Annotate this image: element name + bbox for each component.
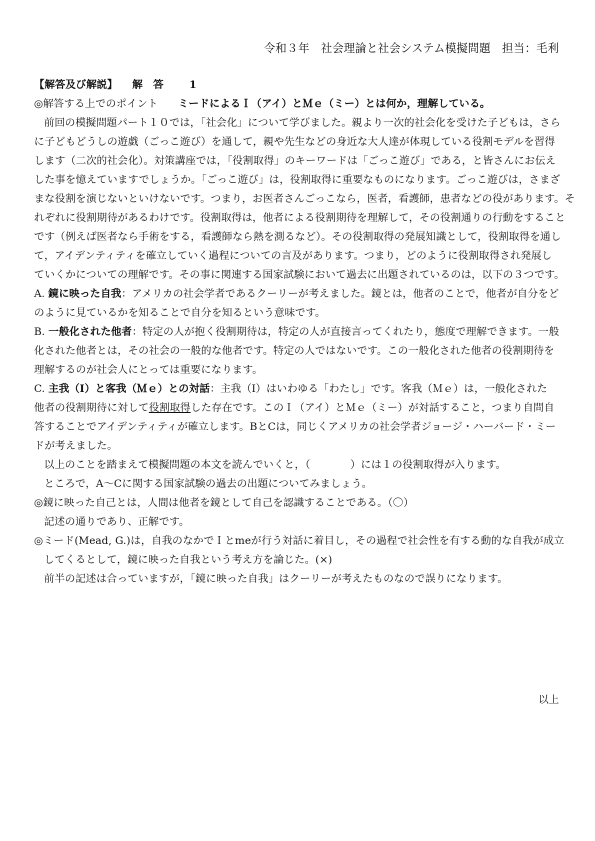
paragraph-line: まな役割を演じないといけないです。つまり，お医者さんごっこなら，医者，看護師，患者などの役があります。そ	[34, 193, 576, 205]
answer-heading	[34, 76, 564, 95]
question-2: ◎ミード(Mead, G.)は，自我のなかでＩとmeが行う対話に着目し，その過程で社会性を有する動的な自我が成立	[34, 535, 565, 547]
paragraph-line: します（二次的社会化）。対策講座では，「役割取得」のキーワードは「ごっこ遊び」である，と皆さんにお伝え	[34, 155, 556, 167]
document-header: 令和３年 社会理論と社会システム模擬問題 担当：毛利	[264, 42, 559, 55]
paragraph-line: て，アイデンティティを確立していく過程についての言及があります。つまり，どのように役割取得され発展し	[34, 250, 552, 262]
document-body	[34, 76, 576, 589]
question-2-comment: 前半の記述は合っていますが，「鏡に映った自我」はクーリーが考えたものなので誤りになります。	[44, 573, 508, 585]
answer-label: 解 答	[132, 79, 164, 91]
paragraph-line: に子どもどうしの遊戯（ごっこ遊び）を通して，親や先生などの身近な大人達が体現している役割モデルを習得	[34, 136, 556, 148]
item-c-line: ドが考えました。	[34, 440, 118, 452]
answer-value: 1	[189, 79, 197, 91]
point-prefix: ◎解答する上でのポイント	[34, 98, 158, 110]
item-a-title: 鏡に映った自我	[48, 288, 122, 300]
item-c-text: ：主我（I）はいわゆる「わたし」です。客我（Ｍｅ）は，一般化された	[209, 383, 548, 395]
paragraph-line: れぞれに役割期待があるわけです。役割取得は，他者による役割期待を理解して，その役割通りの行動をすること	[34, 212, 566, 224]
summary-line	[34, 456, 564, 475]
question-1: ◎鏡に映った自己とは，人間は他者を鏡として自己を認識することである。（〇）	[34, 497, 414, 509]
item-b-line: 化された他者とは，その社会の一般的な他者です。特定の人ではないです。この一般化された他者の役割期待を	[34, 345, 555, 357]
item-c-line: 答することでアイデンティティが確立します。BとCは，同じくアメリカの社会学者ジョージ・ハーバード・ミー	[34, 421, 556, 433]
closing-mark: 以上	[538, 694, 559, 706]
item-c-line	[34, 399, 564, 418]
paragraph-line: ていくかについての理解です。その事に関連する国家試験において過去に出題されているのは，以下の３つです。	[34, 269, 565, 281]
question-1-comment: 記述の通りであり、正解です。	[44, 516, 190, 528]
paragraph-line: した事を憶えていますでしょうか。「ごっこ遊び」は，役割取得に重要なものになります。ごっこ遊びは，さまざ	[34, 174, 561, 186]
item-b-line	[34, 323, 564, 342]
item-b-line: 理解するのが社会人にとっては重要になります。	[34, 364, 263, 376]
item-c-underlined: 役割取得	[148, 402, 191, 414]
item-b-text: ：特定の人が抱く役割期待は，特定の人が直接言ってくれたり，態度で理解できます。一般	[131, 326, 560, 338]
item-c-title: 主我（I）と客我（Ｍｅ）との対話	[48, 383, 210, 395]
item-c-line	[34, 380, 564, 399]
summary-line: ところで，A～Cに関する国家試験の過去の出題についてみましょう。	[44, 478, 373, 490]
summary-pre: 以上のことを踏まえて模擬問題の本文を読んでいくと，（	[44, 459, 311, 471]
item-a-line: のように見ているかを知ることで自分を知るという意味です。	[34, 307, 326, 319]
question-2: してくるとして，鏡に映った自我という考え方を論じた。(×)	[44, 554, 333, 566]
item-b-prefix: B.	[34, 326, 46, 338]
item-c-prefix: C.	[34, 383, 45, 395]
paragraph-line: です（例えば医者なら手術をする，看護師なら熱を測るなど）。その役割取得の発展知識として，役割取得を通し	[34, 231, 562, 243]
item-a-prefix: A.	[34, 288, 45, 300]
heading-label: 【解答及び解説】	[34, 79, 118, 91]
point-emphasis: ミードによるＩ（アイ）とＭｅ（ミー）とは何か，理解している。	[178, 98, 491, 110]
item-a-text: ：アメリカの社会学者であるクーリーが考えました。鏡とは，他者のことで，他者が自分をど	[121, 288, 559, 300]
summary-post: ）には１の役割取得が入ります。	[350, 459, 507, 471]
item-c-text-pre: 他者の役割期待に対して	[34, 402, 149, 414]
item-b-title: 一般化された他者	[48, 326, 132, 338]
item-c-text-post: した存在です。このＩ（アイ）とＭｅ（ミー）が対話すること，つまり自問自	[190, 402, 555, 414]
item-a-line	[34, 285, 564, 304]
point-line	[34, 95, 564, 114]
paragraph-line: 前回の模擬問題パート１０では，「社会化」について学びました。親より一次的社会化を受けた子どもは，さら	[44, 117, 561, 129]
